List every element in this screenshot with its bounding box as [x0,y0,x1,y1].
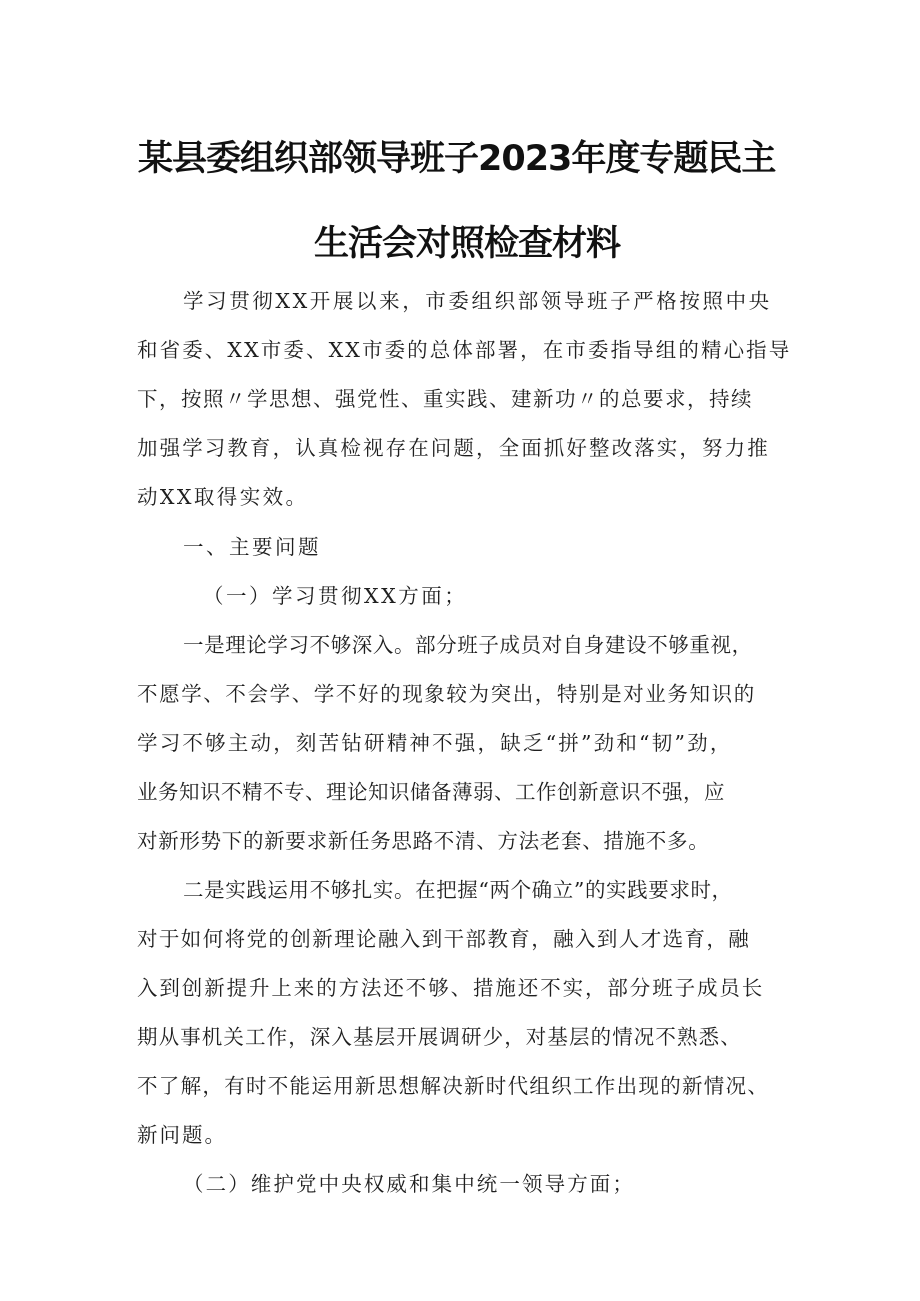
intro-paragraph-line: 加强学习教育，认真检视存在问题，全面抓好整改落实，努力推 [137,436,770,460]
problem-2-line: 不了解，有时不能运用新思想解决新时代组织工作出现的新情况、 [137,1074,770,1098]
problem-2-line: 期从事机关工作，深入基层开展调研少，对基层的情况不熟悉、 [137,1025,742,1049]
section-heading-main-problems: 一、主要问题 [183,535,321,559]
problem-2-line: 二是实践运用不够扎实。在把握“两个确立”的实践要求时， [183,878,733,902]
problem-1-line: 对新形势下的新要求新任务思路不清、方法老套、措施不多。 [137,829,710,853]
intro-paragraph-line: 学习贯彻XX开展以来，市委组织部领导班子严格按照中央 [183,289,772,313]
subsection-heading-1: （一）学习贯彻XX方面； [203,584,468,608]
intro-paragraph-line: 下，按照〃学思想、强党性、重实践、建新功〃的总要求，持续 [137,387,753,411]
problem-2-line: 入到创新提升上来的方法还不够、措施还不实，部分班子成员长 [137,976,765,1000]
problem-1-line: 学习不够主动，刻苦钻研精神不强，缺乏“拼”劲和“韧”劲， [137,731,733,755]
intro-paragraph-line: 和省委、XX市委、XX市委的总体部署，在市委指导组的精心指导 [137,338,792,362]
problem-1-line: 业务知识不精不专、理论知识储备薄弱、工作创新意识不强，应 [137,780,725,804]
intro-paragraph-line: 动XX取得实效。 [137,485,309,509]
subsection-heading-2: （二）维护党中央权威和集中统一领导方面； [183,1172,635,1196]
document-title-line-1: 某县委组织部领导班子2023年度专题民主 [138,139,776,179]
problem-1-line: 不愿学、不会学、学不好的现象较为突出，特别是对业务知识的 [137,682,756,706]
problem-1-line: 一是理论学习不够深入。部分班子成员对自身建设不够重视， [183,633,753,657]
problem-2-line: 对于如何将党的创新理论融入到干部教育，融入到人才选育，融 [137,927,751,951]
problem-2-line: 新问题。 [137,1123,227,1147]
document-title-line-2: 生活会对照检查材料 [314,224,621,264]
